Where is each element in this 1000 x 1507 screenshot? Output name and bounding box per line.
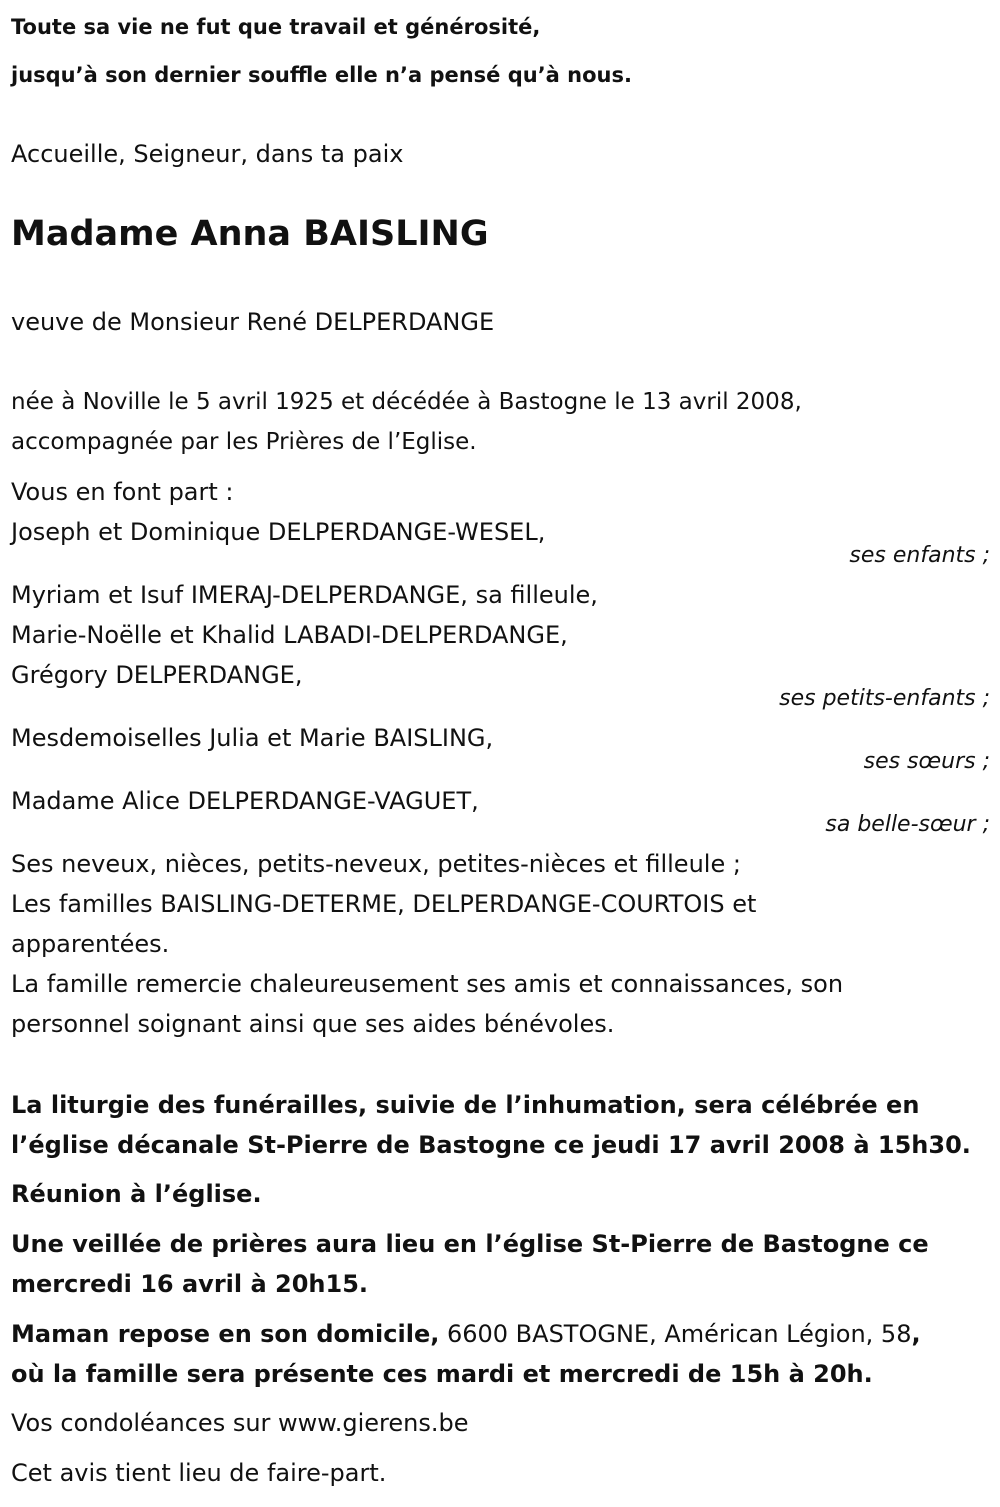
deceased-name: Madame Anna BAISLING: [11, 214, 489, 254]
grandchild-2: Marie-Noëlle et Khalid LABADI-DELPERDANGE,: [11, 621, 568, 649]
thanks-line-2: personnel soignant ainsi que ses aides bénévoles.: [11, 1010, 615, 1038]
grandchildren-role: ses petits-enfants ;: [779, 686, 990, 711]
rest-line: [11, 1319, 921, 1349]
nephews-text: Ses neveux, nièces, petits-neveux, petites-nièces et filleule ;: [11, 850, 741, 878]
families-line-2: apparentées.: [11, 930, 170, 958]
prayers-text: accompagnée par les Prières de l’Eglise.: [11, 429, 477, 455]
prayer-text: Accueille, Seigneur, dans ta paix: [11, 140, 404, 168]
thanks-line-1: La famille remercie chaleureusement ses amis et connaissances, son: [11, 970, 844, 998]
spouse-text: veuve de Monsieur René DELPERDANGE: [11, 308, 495, 336]
birth-death-text: née à Noville le 5 avril 1925 et décédée à Bastogne le 13 avril 2008,: [11, 389, 802, 415]
sisters-role: ses sœurs ;: [863, 749, 990, 774]
epigraph-line-2: jusqu’à son dernier souffle elle n’a pensé qu’à nous.: [11, 63, 632, 87]
grandchild-3: Grégory DELPERDANGE,: [11, 661, 303, 689]
sister-in-law-role: sa belle-sœur ;: [825, 812, 990, 837]
sister-in-law-name: Madame Alice DELPERDANGE-VAGUET,: [11, 787, 479, 815]
sisters-names: Mesdemoiselles Julia et Marie BAISLING,: [11, 724, 494, 752]
rest-label: Maman repose en son domicile,: [11, 1320, 440, 1348]
condolences-link[interactable]: www.gierens.be: [278, 1409, 469, 1437]
liturgy-line-1: La liturgie des funérailles, suivie de l’inhumation, sera célébrée en: [11, 1091, 920, 1119]
announcement-intro: Vous en font part :: [11, 478, 234, 506]
vigil-line-2: mercredi 16 avril à 20h15.: [11, 1270, 369, 1298]
presence-text: où la famille sera présente ces mardi et mercredi de 15h à 20h.: [11, 1360, 873, 1388]
epigraph-line-1: Toute sa vie ne fut que travail et générosité,: [11, 15, 541, 39]
vigil-line-1: Une veillée de prières aura lieu en l’église St-Pierre de Bastogne ce: [11, 1230, 929, 1258]
children-role: ses enfants ;: [849, 543, 990, 568]
closing-text: Cet avis tient lieu de faire-part.: [11, 1459, 387, 1487]
children-names: Joseph et Dominique DELPERDANGE-WESEL,: [11, 518, 546, 546]
families-line-1: Les familles BAISLING-DETERME, DELPERDANGE-COURTOIS et: [11, 890, 757, 918]
rest-comma: ,: [911, 1320, 921, 1348]
meeting-text: Réunion à l’église.: [11, 1180, 262, 1208]
rest-address: 6600 BASTOGNE, Américan Légion, 58: [439, 1320, 912, 1348]
liturgy-line-2: l’église décanale St-Pierre de Bastogne ce jeudi 17 avril 2008 à 15h30.: [11, 1131, 971, 1159]
grandchild-1: Myriam et Isuf IMERAJ-DELPERDANGE, sa filleule,: [11, 581, 598, 609]
condolences-line: [11, 1408, 468, 1438]
condolences-text: Vos condoléances sur: [11, 1409, 279, 1437]
